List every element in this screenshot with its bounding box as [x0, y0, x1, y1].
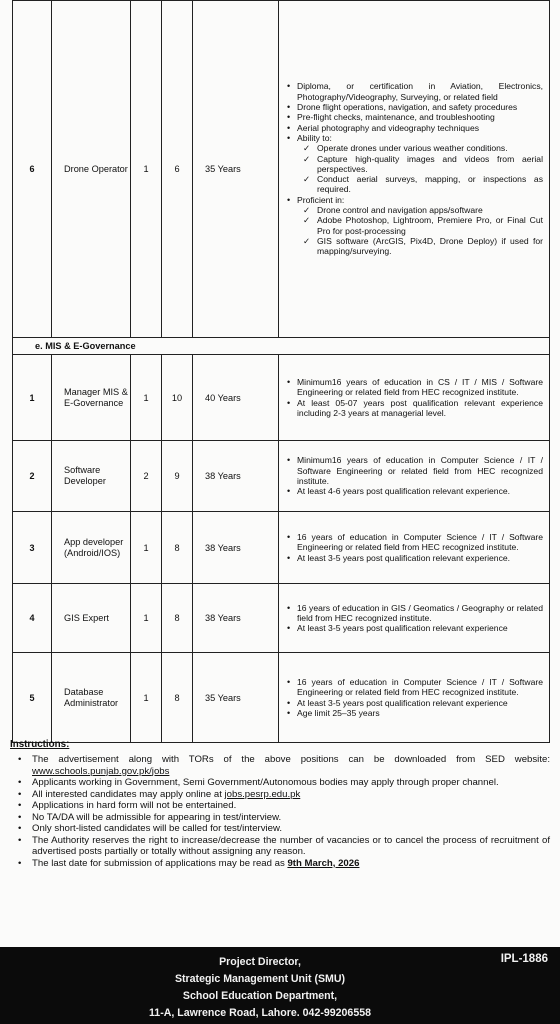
- qualification-item: • Minimum16 years of education in Computer Science / IT / Software Engineering or related field from HEC recognized institute.: [297, 455, 543, 486]
- age-limit: 35 Years: [193, 653, 279, 743]
- ability-item: ✓ Capture high-quality images and videos from aerial perspectives.: [317, 154, 543, 175]
- instructions-heading: Instructions:: [10, 739, 70, 750]
- jobs-table: [12, 0, 550, 743]
- post-count: 2: [131, 441, 162, 512]
- serial-number: 2: [13, 441, 52, 512]
- qualification-cell: [279, 441, 550, 512]
- proficient-item: ✓ Adobe Photoshop, Lightroom, Premiere Pro, or Final Cut Pro for post-processing: [317, 215, 543, 236]
- age-limit: 38 Years: [193, 512, 279, 584]
- post-scale: 8: [162, 512, 193, 584]
- instruction-text: The advertisement along with TORs of the above positions can be downloaded from SED website:: [32, 754, 550, 765]
- proficient-item: ✓ Drone control and navigation apps/software: [317, 205, 543, 215]
- proficient-label: Proficient in:: [297, 194, 345, 205]
- serial-number: 6: [13, 1, 52, 338]
- sed-website-link[interactable]: www.schools.punjab.gov.pk/jobs: [32, 765, 170, 777]
- post-title: App developer (Android/IOS): [52, 512, 131, 584]
- instruction-item: • Applications in hard form will not be entertained.: [32, 800, 550, 812]
- post-count: 1: [131, 1, 162, 338]
- age-limit: 38 Years: [193, 584, 279, 653]
- section-heading: e. MIS & E-Governance: [13, 338, 550, 355]
- ability-label: Ability to:: [297, 132, 332, 143]
- instruction-item: [32, 858, 550, 870]
- footer-address: 11-A, Lawrence Road, Lahore. 042-99206558: [149, 1007, 371, 1019]
- ability-item: ✓ Conduct aerial surveys, mapping, or inspections as required.: [317, 174, 543, 195]
- post-title: Manager MIS & E-Governance: [52, 355, 131, 441]
- qualification-item: • Diploma, or certification in Aviation, Electronics, Photography/Videography, Surveying, or related field: [297, 81, 543, 102]
- qualification-item: • At least 3-5 years post qualification relevant experience.: [297, 553, 543, 563]
- table-row: [13, 1, 550, 338]
- post-count: 1: [131, 584, 162, 653]
- post-count: 1: [131, 653, 162, 743]
- footer-banner: [0, 947, 560, 1024]
- apply-online-link[interactable]: jobs.pesrp.edu.pk: [224, 788, 301, 800]
- age-limit: 38 Years: [193, 441, 279, 512]
- post-title: Database Administrator: [52, 653, 131, 743]
- qualification-item: • At least 3-5 years post qualification relevant experience: [297, 698, 543, 708]
- qualification-item: • Minimum16 years of education in CS / IT / MIS / Software Engineering or related field from HEC recognized institute.: [297, 377, 543, 398]
- contact-address: [100, 954, 420, 1022]
- qualification-cell: [279, 1, 550, 338]
- age-limit: 40 Years: [193, 355, 279, 441]
- footer-designation: Project Director,: [219, 956, 301, 968]
- post-scale: 10: [162, 355, 193, 441]
- reference-number: IPL-1886: [500, 953, 548, 965]
- qualification-cell: [279, 584, 550, 653]
- post-title: GIS Expert: [52, 584, 131, 653]
- post-scale: 8: [162, 584, 193, 653]
- proficient-item: ✓ GIS software (ArcGIS, Pix4D, Drone Deploy) if used for mapping/surveying.: [317, 236, 543, 257]
- last-date: 9th March, 2026: [287, 857, 360, 869]
- instruction-text: The last date for submission of applications may be read as: [32, 857, 285, 869]
- qualification-cell: [279, 355, 550, 441]
- age-limit: 35 Years: [193, 1, 279, 338]
- serial-number: 5: [13, 653, 52, 743]
- post-title: Software Developer: [52, 441, 131, 512]
- qualification-item: • Pre-flight checks, maintenance, and troubleshooting: [297, 112, 543, 122]
- serial-number: 4: [13, 584, 52, 653]
- qualification-item: • 16 years of education in GIS / Geomatics / Geography or related field from HEC recognized institute.: [297, 603, 543, 624]
- instruction-item: • Applicants working in Government, Semi Government/Autonomous bodies may apply through proper channel.: [32, 777, 550, 789]
- serial-number: 3: [13, 512, 52, 584]
- qualification-item: [297, 133, 543, 195]
- qualification-item: • Age limit 25–35 years: [297, 708, 543, 718]
- serial-number: 1: [13, 355, 52, 441]
- post-scale: 6: [162, 1, 193, 338]
- instruction-item: • The Authority reserves the right to increase/decrease the number of vacancies or to cancel the process of recruitment of advertised posts partially or totally without assigning any reason.: [32, 835, 550, 858]
- qualification-cell: [279, 512, 550, 584]
- qualification-item: [297, 195, 543, 257]
- qualification-item: • 16 years of education in Computer Science / IT / Software Engineering or related field from HEC recognized institute.: [297, 677, 543, 698]
- qualification-item: • Drone flight operations, navigation, and safety procedures: [297, 102, 543, 112]
- footer-department: School Education Department,: [182, 990, 338, 1002]
- qualification-cell: [279, 653, 550, 743]
- instruction-item: [32, 754, 550, 777]
- footer-unit: Strategic Management Unit (SMU): [174, 973, 346, 985]
- post-scale: 8: [162, 653, 193, 743]
- instruction-text: All interested candidates may apply online at: [32, 788, 222, 800]
- post-scale: 9: [162, 441, 193, 512]
- qualification-item: • Aerial photography and videography techniques: [297, 123, 543, 133]
- qualification-item: • At least 3-5 years post qualification relevant experience: [297, 623, 543, 633]
- section-row: [13, 338, 550, 355]
- instructions-section: [10, 739, 550, 869]
- table-row: [13, 584, 550, 653]
- table-row: [13, 653, 550, 743]
- qualification-item: • At least 05-07 years post qualification relevant experience including 2-3 years at managerial level.: [297, 398, 543, 419]
- table-row: [13, 512, 550, 584]
- instruction-item: • No TA/DA will be admissible for appearing in test/interview.: [32, 812, 550, 824]
- instruction-item: • Only short-listed candidates will be called for test/interview.: [32, 823, 550, 835]
- post-count: 1: [131, 512, 162, 584]
- table-row: [13, 441, 550, 512]
- qualification-item: • 16 years of education in Computer Science / IT / Software Engineering or related field from HEC recognized institute.: [297, 532, 543, 553]
- post-count: 1: [131, 355, 162, 441]
- post-title: Drone Operator: [52, 1, 131, 338]
- instruction-item: [32, 789, 550, 801]
- qualification-item: • At least 4-6 years post qualification relevant experience.: [297, 486, 543, 496]
- table-row: [13, 355, 550, 441]
- ability-item: ✓ Operate drones under various weather conditions.: [317, 143, 543, 153]
